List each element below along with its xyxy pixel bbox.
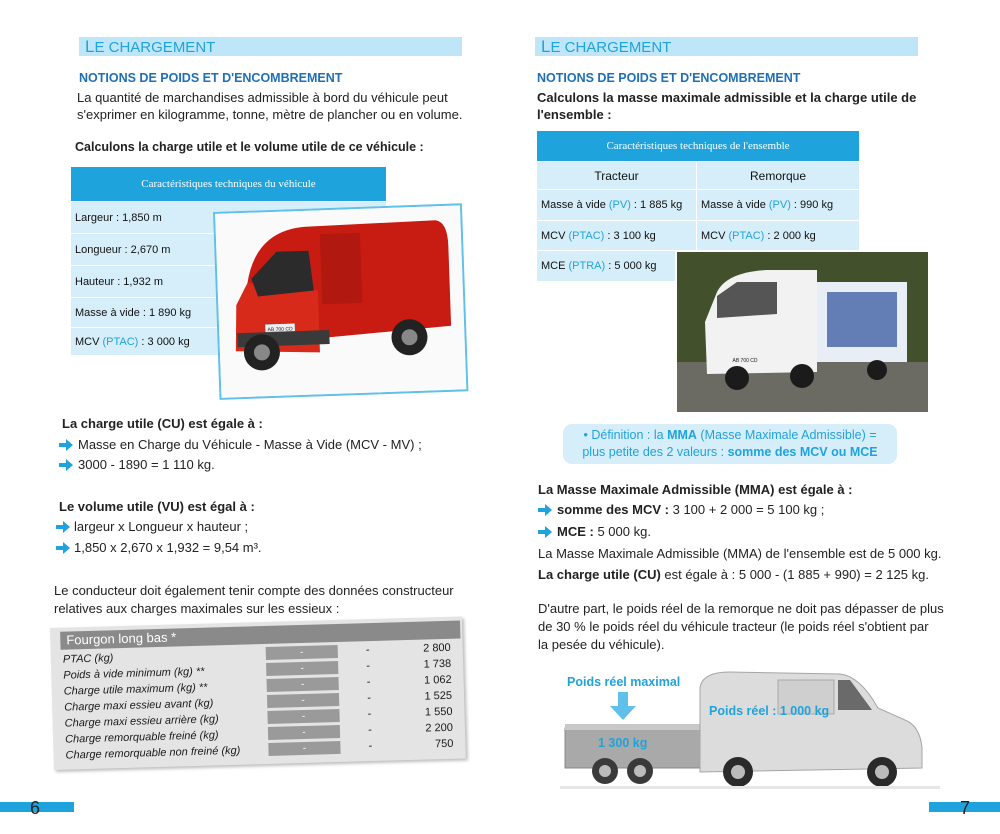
table-row: Poids à vide minimum (kg) ** - - 1 738	[63, 657, 452, 682]
remorque-mv: Masse à vide (PV) : 990 kg	[697, 189, 859, 220]
poids-reel-max-label: Poids réel maximal	[567, 675, 681, 689]
arrow-right-icon	[538, 504, 552, 516]
left-intro-line2: s'exprimer en kilogramme, tonne, mètre de plancher ou en volume.	[77, 107, 463, 122]
right-spec-header: Caractéristiques techniques de l'ensemble	[537, 131, 859, 161]
mma-line1: somme des MCV : 3 100 + 2 000 = 5 100 kg ;	[557, 502, 825, 517]
cu-result: La charge utile (CU) est égale à : 5 000 - (1 885 + 990) = 2 125 kg.	[538, 567, 929, 582]
red-van-image	[215, 205, 466, 397]
left-spec-header: Caractéristiques techniques du véhicule	[71, 167, 386, 201]
arrow-right-icon	[56, 521, 70, 533]
spec-row: Masse à vide : 1 890 kg	[71, 297, 386, 327]
tracteur-mcv: MCV (PTAC) : 3 100 kg	[537, 220, 697, 250]
para-line1: D'autre part, le poids réel de la remorque ne doit pas dépasser de plus	[538, 601, 944, 616]
arrow-right-icon	[59, 459, 73, 471]
spec-row: Hauteur : 1,932 m	[71, 265, 386, 297]
table-row: Charge remorquable freiné (kg) - - 2 200	[64, 721, 454, 746]
tracteur-mv: Masse à vide (PV) : 1 885 kg	[537, 189, 697, 220]
arrow-down-icon	[610, 692, 636, 720]
trailer-weight-label: 1 300 kg	[598, 736, 648, 750]
note-line1: Le conducteur doit également tenir compte des données constructeur	[54, 583, 454, 598]
arrow-right-icon	[56, 542, 70, 554]
table-row: PTAC (kg) - - 2 800	[62, 641, 451, 666]
cu-title: La charge utile (CU) est égale à :	[62, 416, 263, 431]
table-title: Fourgon long bas *	[60, 621, 460, 650]
table-row: Charge utile maximum (kg) ** - - 1 062	[63, 673, 452, 698]
note-line2: relatives aux charges maximales sur les essieux :	[54, 601, 340, 616]
mma-line2: MCE : 5 000 kg.	[557, 524, 651, 539]
para-line2: de 30 % le poids réel du véhicule tracteur (le poids réel s'obtient par	[538, 619, 929, 634]
left-page-number: 6	[30, 798, 41, 818]
table-row: Charge maxi essieu arrière (kg) - - 1 550	[64, 705, 453, 730]
arrow-right-icon	[538, 526, 552, 538]
spec-row: Largeur : 1,850 m	[71, 201, 386, 233]
cu-line1: Masse en Charge du Véhicule - Masse à Vide (MCV - MV) ;	[78, 437, 422, 452]
col-tracteur: Tracteur	[537, 161, 697, 189]
vu-line1: largeur x Longueur x hauteur ;	[74, 519, 249, 534]
left-section-title: LE CHARGEMENT	[79, 37, 462, 56]
mma-result: La Masse Maximale Admissible (MMA) de l'ensemble est de 5 000 kg.	[538, 546, 942, 561]
mce-row: MCE (PTRA) : 5 000 kg	[537, 250, 697, 281]
table-row: Charge maxi essieu avant (kg) - - 1 525	[64, 689, 453, 714]
definition-callout	[563, 424, 897, 464]
remorque-mcv: MCV (PTAC) : 2 000 kg	[697, 220, 859, 250]
mma-title: La Masse Maximale Admissible (MMA) est égale à :	[538, 482, 853, 497]
left-calc-title: Calculons la charge utile et le volume utile de ce véhicule :	[75, 140, 424, 154]
van-photo	[213, 203, 468, 400]
arrow-right-icon	[59, 439, 73, 451]
definition-line1: • Définition : la MMA (Masse Maximale Admissible) =	[583, 428, 877, 442]
right-calc-line2: l'ensemble :	[537, 107, 612, 122]
right-calc-line1: Calculons la masse maximale admissible et la charge utile de	[537, 90, 917, 105]
van-trailer-image	[677, 252, 928, 412]
table-row: Charge remorquable non freiné (kg) - - 750	[65, 737, 454, 762]
right-page-number: 7	[960, 798, 971, 818]
left-subtitle: NOTIONS DE POIDS ET D'ENCOMBREMENT	[79, 71, 343, 85]
definition-line2: plus petite des 2 valeurs : somme des MCV ou MCE	[582, 445, 878, 459]
para-line3: la pesée du véhicule).	[538, 637, 665, 652]
spec-row-mcv: MCV (PTAC) : 3 000 kg	[71, 327, 386, 355]
manufacturer-table	[50, 617, 464, 768]
photo-plate: AB 700 CD	[732, 358, 758, 364]
cu-line2: 3000 - 1890 = 1 110 kg.	[78, 457, 215, 472]
left-intro-line1: La quantité de marchandises admissible à bord du véhicule peut	[77, 90, 448, 105]
right-subtitle: NOTIONS DE POIDS ET D'ENCOMBREMENT	[537, 71, 801, 85]
col-remorque: Remorque	[697, 161, 859, 189]
tractor-trailer-photo	[675, 250, 930, 414]
van-weight-label: Poids réel : 1 000 kg	[709, 704, 830, 718]
vu-line2: 1,850 x 2,670 x 1,932 = 9,54 m³.	[74, 540, 262, 555]
van-plate: AB 700 CD	[267, 326, 293, 334]
right-section-title: LE CHARGEMENT	[535, 37, 918, 56]
vu-title: Le volume utile (VU) est égal à :	[59, 499, 255, 514]
spec-row: Longueur : 2,670 m	[71, 233, 386, 265]
